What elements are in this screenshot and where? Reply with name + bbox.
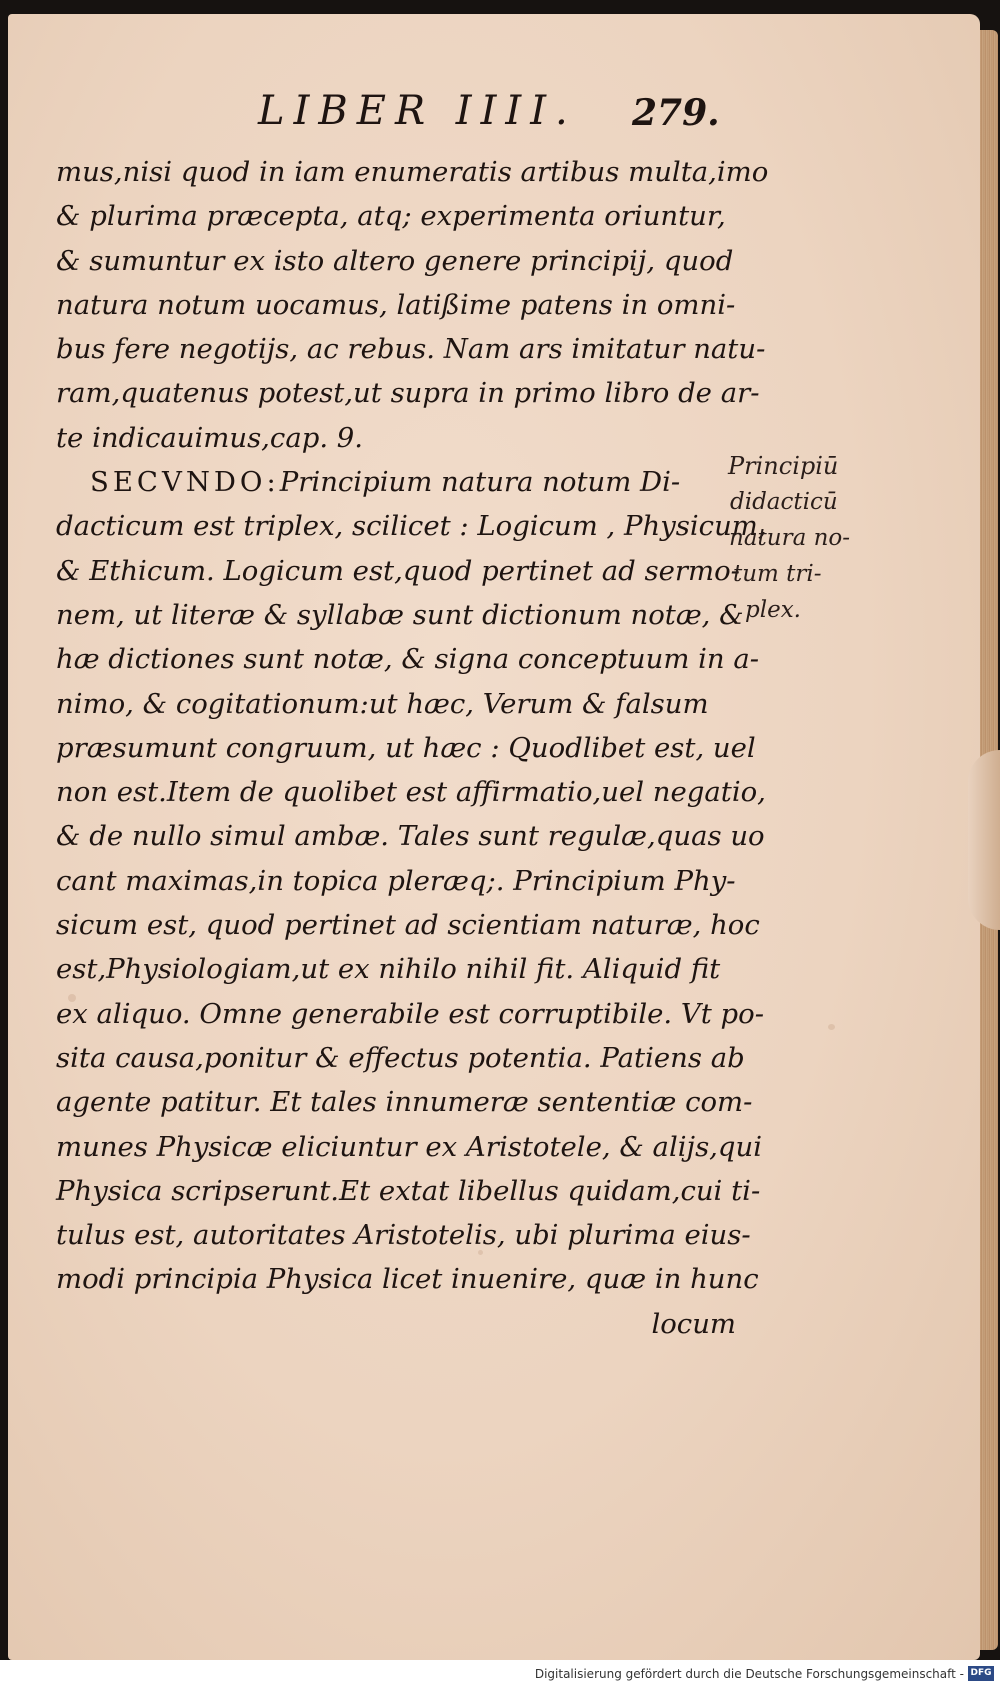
marginal-line: tum tri- <box>733 561 822 587</box>
digitization-credit: Digitalisierung gefördert durch die Deutsche Forschungsgemeinschaft - <box>534 1667 964 1681</box>
text-line: cant maximas,in topica pleræq;. Principium Phy- <box>56 864 736 897</box>
paper-stain <box>828 1024 835 1030</box>
running-title: LIBER IIII. <box>258 88 577 134</box>
text-line: te indicauimus,cap. 9. <box>56 421 364 454</box>
text-line: modi principia Physica licet inuenire, quæ in hunc <box>56 1263 759 1296</box>
main-text-block <box>56 150 769 1346</box>
text-line: & de nullo simul ambæ. Tales sunt regulæ,quas uo <box>56 820 765 853</box>
text-line: agente patitur. Et tales innumeræ sententiæ com- <box>56 1086 753 1119</box>
text-line: & Ethicum. Logicum est,quod pertinet ad sermo- <box>56 554 740 587</box>
book-clamp <box>968 750 1000 930</box>
text-line: non est.Item de quolibet est affirmatio,uel negatio, <box>56 776 766 809</box>
text-line: natura notum uocamus, latißime patens in omni- <box>56 288 736 321</box>
text-line: bus fere negotijs, ac rebus. Nam ars imitatur natu- <box>56 333 766 366</box>
text-line: & sumuntur ex isto altero genere principij, quod <box>56 244 734 277</box>
text-line: est,Physiologiam,ut ex nihilo nihil fit. Aliquid fit <box>56 953 721 986</box>
text-line: Physica scripserunt.Et extat libellus quidam,cui ti- <box>56 1174 761 1207</box>
secundo-label: SECVNDO: <box>90 466 280 499</box>
marginal-line: natura no- <box>729 525 851 551</box>
marginal-line: Principiū <box>728 452 839 480</box>
marginal-line: plex. <box>745 597 801 623</box>
text-line: præsumunt congruum, ut hæc : Quodlibet est, uel <box>56 731 756 764</box>
text-line: dacticum est triplex, scilicet : Logicum , Physicum, <box>56 510 767 543</box>
text-line: ex aliquo. Omne generabile est corruptibile. Vt po- <box>56 997 764 1030</box>
footer-bar <box>0 1660 1000 1689</box>
catchword: locum <box>651 1307 736 1340</box>
text-line: munes Physicæ eliciuntur ex Aristotele, & alijs,qui <box>56 1130 763 1163</box>
text-line: sita causa,ponitur & effectus potentia. Patiens ab <box>56 1041 745 1074</box>
marginal-note <box>725 448 895 628</box>
text-line: & plurima præcepta, atq; experimenta oriuntur, <box>56 200 726 233</box>
marginal-line: didacticū <box>730 489 838 515</box>
text-line: tulus est, autoritates Aristotelis, ubi plurima eius- <box>56 1219 751 1252</box>
paragraph-start-line <box>56 460 736 504</box>
text-line: mus,nisi quod in iam enumeratis artibus multa,imo <box>56 156 769 188</box>
text-line: nem, ut literæ & syllabæ sunt dictionum notæ, & <box>56 598 744 631</box>
text-line-rest: Principium natura notum Di- <box>279 466 681 499</box>
page-number: 279. <box>632 92 720 134</box>
dfg-logo: DFG <box>968 1666 994 1681</box>
text-line: hæ dictiones sunt notæ, & signa conceptuum in a- <box>56 643 760 676</box>
text-line: sicum est, quod pertinet ad scientiam naturæ, hoc <box>56 909 760 942</box>
text-line: nimo, & cogitationum:ut hæc, Verum & falsum <box>56 687 709 720</box>
page-header <box>0 88 1000 138</box>
text-line: ram,quatenus potest,ut supra in primo libro de ar- <box>56 377 760 410</box>
